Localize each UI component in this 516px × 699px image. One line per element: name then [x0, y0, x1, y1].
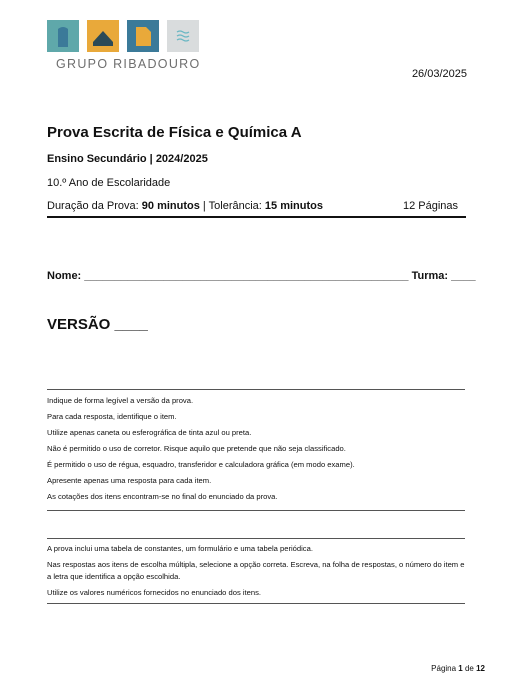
header-divider [47, 216, 466, 218]
instruction-item: Para cada resposta, identifique o item. [47, 412, 177, 421]
page-count: 12 Páginas [402, 200, 458, 212]
logo-tile-orange [87, 20, 119, 52]
instruction-item: É permitido o uso de régua, esquadro, transferidor e calculadora gráfica (em modo exame). [47, 460, 355, 469]
class-field[interactable]: ____ [451, 270, 476, 282]
logo-tile-grey [167, 20, 199, 52]
page-footer [431, 664, 485, 673]
instruction-item: As cotações dos itens encontram-se no final do enunciado da prova. [47, 492, 278, 501]
instruction-item: Apresente apenas uma resposta para cada item. [47, 476, 212, 485]
note-item: Utilize os valores numéricos fornecidos no enunciado dos itens. [47, 588, 262, 597]
logo-text: GRUPO RIBADOURO [56, 57, 201, 71]
page-total: 12 [476, 664, 485, 673]
instructions-list [47, 395, 465, 503]
page-of: de [462, 664, 477, 673]
class-label: Turma: [408, 270, 452, 282]
logo-tile-teal [47, 20, 79, 52]
notes-top-rule [47, 538, 465, 539]
note-item: Nas respostas aos itens de escolha múltipla, selecione a opção correta. Escreva, na folha de respostas, o número do item e a letra que identifica a opção escolhida. [47, 560, 465, 581]
name-field[interactable]: _____________________________________________________ [84, 270, 409, 282]
school-logo [47, 20, 207, 72]
notes-list [47, 543, 465, 599]
exam-date: 26/03/2025 [411, 68, 467, 80]
page-current: 1 [458, 664, 463, 673]
exam-grade: 10.º Ano de Escolaridade [47, 177, 171, 189]
notes-bottom-rule [47, 603, 465, 604]
page-label: Página [431, 664, 459, 673]
exam-title: Prova Escrita de Física e Química A [47, 124, 302, 141]
version-field: VERSÃO ____ [47, 316, 148, 333]
duration-label: Duração da Prova: [47, 200, 142, 212]
tolerance-label: Tolerância: [208, 200, 265, 212]
instruction-item: Não é permitido o uso de corretor. Risque aquilo que pretende que não seja classificado. [47, 444, 346, 453]
student-info-row [47, 270, 476, 282]
tolerance-value: 15 minutos [264, 200, 323, 212]
instruction-item: Indique de forma legível a versão da prova. [47, 396, 194, 405]
duration-separator: | [199, 200, 209, 212]
instructions-bottom-rule [47, 510, 465, 511]
instructions-top-rule [47, 389, 465, 390]
note-item: A prova inclui uma tabela de constantes, um formulário e uma tabela periódica. [47, 544, 313, 553]
instruction-item: Utilize apenas caneta ou esferográfica de tinta azul ou preta. [47, 428, 252, 437]
duration-row [47, 200, 466, 212]
logo-tile-blue [127, 20, 159, 52]
duration-value: 90 minutos [141, 200, 200, 212]
name-label: Nome: [47, 270, 85, 282]
exam-level: Ensino Secundário | 2024/2025 [47, 153, 208, 165]
